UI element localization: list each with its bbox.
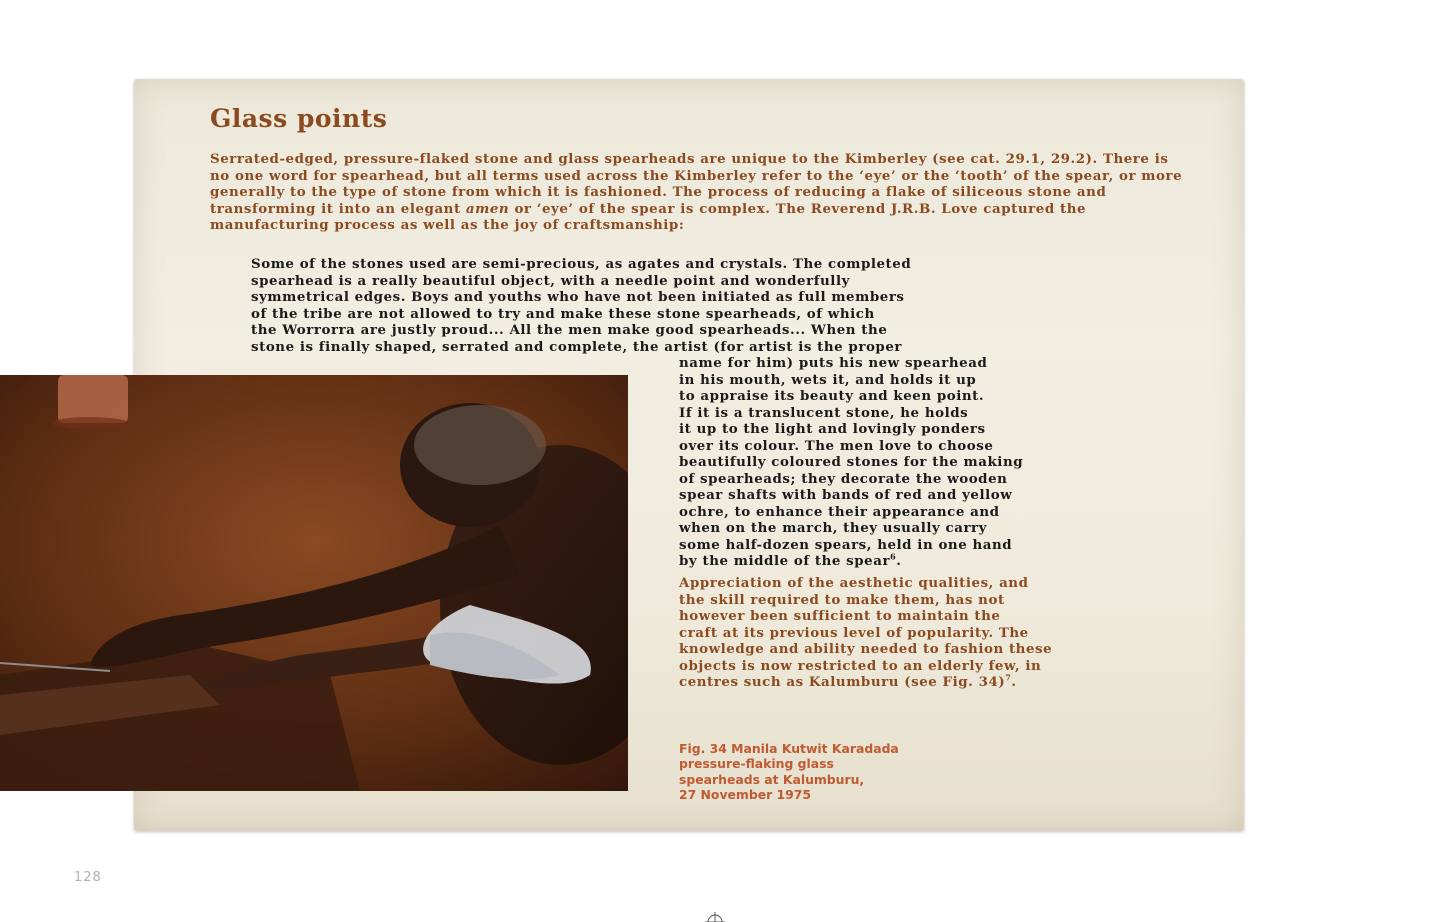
follow-line-last (679, 674, 1179, 691)
figure-caption (679, 741, 899, 802)
quote-line: the Worrorra are justly proud... All the men make good spearheads... When the (251, 322, 888, 338)
quote-line: in his mouth, wets it, and holds it up (679, 371, 977, 388)
quote-line: ochre, to enhance their appearance and (679, 503, 1000, 520)
caption-line: pressure-flaking glass (679, 756, 834, 772)
quote-line: Some of the stones used are semi-precious, as agates and crystals. The completed (251, 256, 912, 272)
quote-end: . (896, 553, 902, 569)
follow-line-text: centres such as Kalumburu (see Fig. 34) (679, 674, 1006, 690)
intro-italic-word: amen (465, 200, 510, 217)
follow-line: objects is now restricted to an elderly few, in (679, 657, 1042, 674)
follow-line: knowledge and ability needed to fashion these (679, 641, 1053, 657)
follow-line: however been sufficient to maintain the (679, 608, 1001, 624)
registration-mark-icon (705, 912, 725, 922)
quote-line: symmetrical edges. Boys and youths who have not been initiated as full members (251, 289, 905, 305)
quote-line: to appraise its beauty and keen point. (679, 388, 985, 404)
quote-line: it up to the light and lovingly ponders (679, 421, 986, 437)
quote-line: beautifully coloured stones for the making (679, 454, 1024, 470)
quote-line: spear shafts with bands of red and yellow (679, 487, 1013, 503)
quote-line: spearhead is a really beautiful object, with a needle point and wonderfully (251, 272, 850, 289)
quote-line: when on the march, they usually carry (679, 520, 987, 536)
caption-line: 27 November 1975 (679, 786, 812, 802)
quote-line-text: by the middle of the spear (679, 553, 891, 569)
intro-text-1: Serrated-edged, pressure-flaked stone and glass spearheads are unique to the Kimberley (see cat. 29.1, 29.2). There is no one word for spearhead, but all terms used across the Kimberley refer to the ‘eye’ or the ‘tooth’ of the spear, or more generally to the type of stone from which it is fashioned. The process of reducing a flake of siliceous stone and transforming it into an elegant (210, 151, 1183, 217)
quote-line: stone is finally shaped, serrated and complete, the artist (for artist is the proper (251, 338, 903, 355)
follow-line: craft at its previous level of popularity. The (679, 624, 1029, 641)
follow-line: the skill required to make them, has not (679, 591, 1005, 608)
page-heading: Glass points (210, 104, 388, 133)
caption-line: Fig. 34 Manila Kutwit Karadada (679, 741, 899, 756)
quote-line: If it is a translucent stone, he holds (679, 404, 969, 421)
quote-line: of spearheads; they decorate the wooden (679, 470, 1008, 487)
quote-line: some half-dozen spears, held in one hand (679, 536, 1013, 553)
quote-line: name for him) puts his new spearhead (679, 355, 988, 371)
caption-line: spearheads at Kalumburu, (679, 771, 865, 787)
intro-paragraph (210, 151, 1190, 234)
follow-line: Appreciation of the aesthetic qualities, and (679, 575, 1029, 591)
quote-line: of the tribe are not allowed to try and make these stone spearheads, of which (251, 305, 875, 322)
footnote-ref: 6 (890, 551, 897, 562)
intro-text-2: or ‘eye’ of the spear is complex. The Reverend J.R.B. Love captured the manufacturing process as well as the joy of craftsmanship: (210, 200, 1087, 233)
photo-illustration (0, 375, 628, 791)
photo-figure (0, 375, 628, 791)
footnote-ref: 7 (1005, 672, 1012, 683)
follow-end: . (1011, 674, 1017, 690)
follow-paragraph (679, 575, 1179, 691)
page-number: 128 (74, 870, 102, 885)
quote-line: over its colour. The men love to choose (679, 437, 994, 454)
